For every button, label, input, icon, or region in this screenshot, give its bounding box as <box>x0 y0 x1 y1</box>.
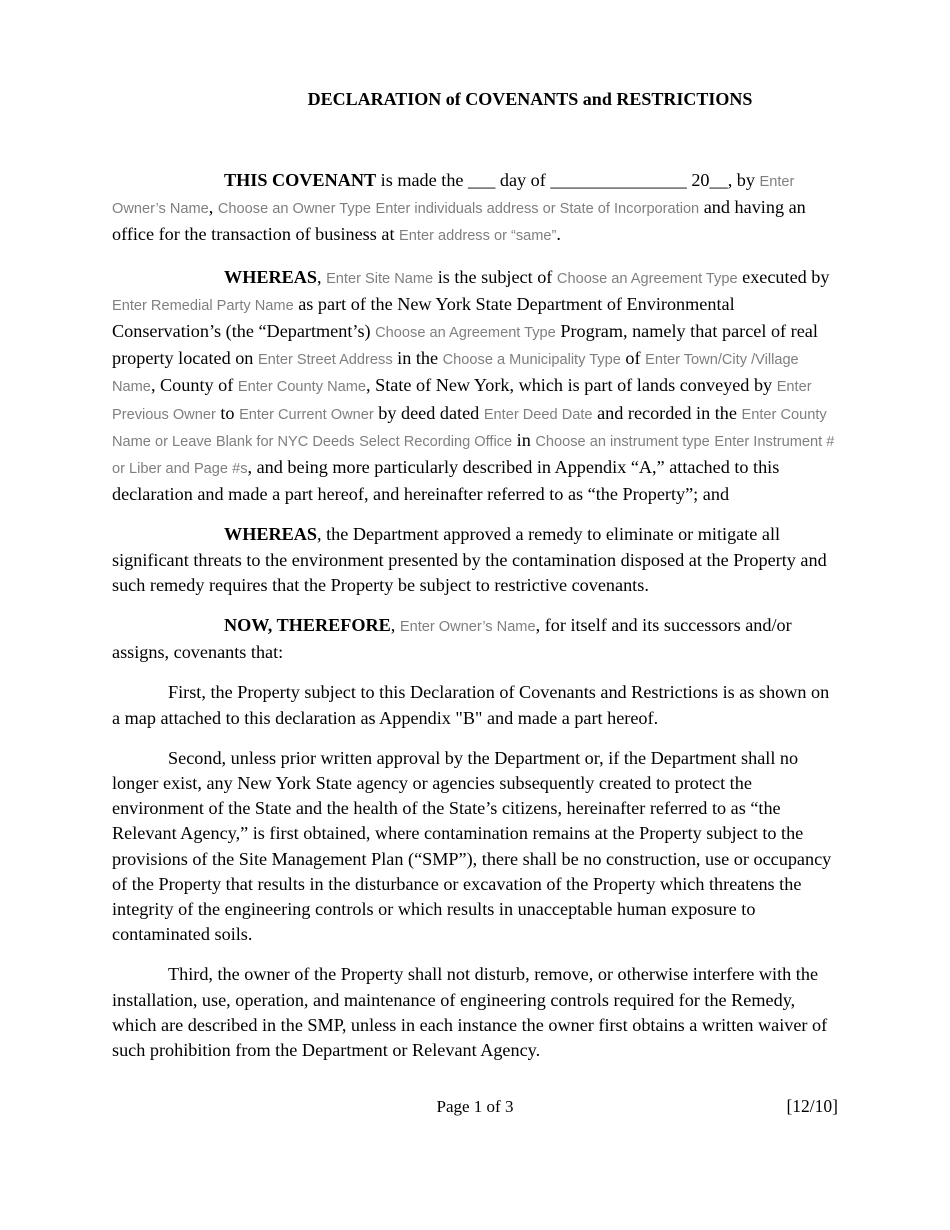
covenant-lead: THIS COVENANT <box>224 170 377 190</box>
town-name-field[interactable]: Enter Town/City /Village Name <box>112 352 799 396</box>
street-address-field[interactable]: Enter Street Address <box>257 352 393 369</box>
current-owner-field[interactable]: Enter Current Owner <box>239 406 374 423</box>
paragraph-covenant: THIS COVENANT is made the ___ day of _______________ 20__, by Enter Owner’s Name, Choose an Owner Type Enter individuals address or State of Incorporation and having an office for the transaction of business at Enter address or “same”. <box>112 170 806 245</box>
site-name-field[interactable]: Enter Site Name <box>326 270 434 287</box>
owner-name-field[interactable]: Enter Owner’s Name <box>399 619 536 636</box>
paragraph-first: First, the Property subject to this Declaration of Covenants and Restrictions is as shown on a map attached to this declaration as Appendix "B" and made a part hereof. <box>112 682 830 728</box>
form-revision-code: [12/10] <box>786 1096 838 1116</box>
office-address-field[interactable]: Enter address or “same” <box>399 228 557 245</box>
municipality-type-dropdown[interactable]: Choose a Municipality Type <box>442 352 621 369</box>
page-number: Page 1 of 3 <box>436 1097 514 1116</box>
now-therefore-lead: NOW, THEREFORE <box>224 615 391 636</box>
paragraph-whereas-site: WHEREAS, Enter Site Name is the subject of Choose an Agreement Type executed by Enter Remedial Party Name as part of the New York State Department of Environmental Conservation’s (the “Department’s) Choose an Agreement Type Program, namely that parcel of real property located on Enter Street Address in the Choose a Municipality Type of Enter Town/City /Village Name, County of Enter County Name, State of New York, which is part of lands conveyed by Enter Previous Owner to Enter Current Owner by deed dated Enter Deed Date and recorded in the Enter County Name or Leave Blank for NYC Deeds Select Recording Office in Choose an instrument type Enter Instrument # or Liber and Page #s, and being more particularly described in Appendix “A,” attached to this declaration and made a part hereof, and hereinafter referred to as “the Property”; and <box>112 266 835 505</box>
deed-date-field[interactable]: Enter Deed Date <box>483 406 593 423</box>
county-name-field[interactable]: Enter County Name <box>237 379 367 396</box>
instrument-number-field[interactable]: Enter Instrument # or Liber and Page #s <box>112 433 835 478</box>
remedial-party-field[interactable]: Enter Remedial Party Name <box>112 297 294 314</box>
previous-owner-field[interactable]: Enter Previous Owner <box>112 379 812 423</box>
whereas-lead: WHEREAS <box>224 524 317 545</box>
document-body <box>112 168 836 1078</box>
whereas-lead: WHEREAS <box>224 266 317 287</box>
owner-name-field[interactable]: Enter Owner’s Name <box>112 174 795 218</box>
instrument-type-dropdown[interactable]: Choose an instrument type <box>535 433 710 450</box>
agreement-type-dropdown[interactable]: Choose an Agreement Type <box>556 270 738 287</box>
program-agreement-type-dropdown[interactable]: Choose an Agreement Type <box>375 325 556 342</box>
owner-address-field[interactable]: Enter individuals address or State of Incorporation <box>375 201 700 218</box>
paragraph-third: Third, the owner of the Property shall not disturb, remove, or otherwise interfere with the installation, use, operation, and maintenance of engineering controls required for the Remedy, which are described in the SMP, unless in each instance the owner first obtains a written waiver of such prohibition from the Department or Relevant Agency. <box>112 964 828 1061</box>
paragraph-whereas-remedy: WHEREAS, the Department approved a remedy to eliminate or mitigate all significant threats to the environment presented by the contamination disposed at the Property and such remedy requires that the Property be subject to restrictive covenants. <box>112 524 827 595</box>
recording-office-dropdown[interactable]: Select Recording Office <box>359 433 513 450</box>
recording-county-field[interactable]: Enter County Name or Leave Blank for NYC Deeds <box>112 406 827 450</box>
document-title: DECLARATION of COVENANTS and RESTRICTIONS <box>307 89 753 109</box>
owner-type-dropdown[interactable]: Choose an Owner Type <box>217 201 371 218</box>
paragraph-now-therefore: NOW, THEREFORE, Enter Owner’s Name, for itself and its successors and/or assigns, covenants that: <box>112 615 792 663</box>
paragraph-second: Second, unless prior written approval by the Department or, if the Department shall no longer exist, any New York State agency or agencies subsequently created to protect the environment of the State and the health of the State’s citizens, hereinafter referred to as “the Relevant Agency,” is first obtained, where contamination remains at the Property subject to the provisions of the Site Management Plan (“SMP”), there shall be no construction, use or occupancy of the Property that results in the disturbance or excavation of the Property which threatens the integrity of the engineering controls or which results in unacceptable human exposure to contaminated soils. <box>112 747 832 945</box>
